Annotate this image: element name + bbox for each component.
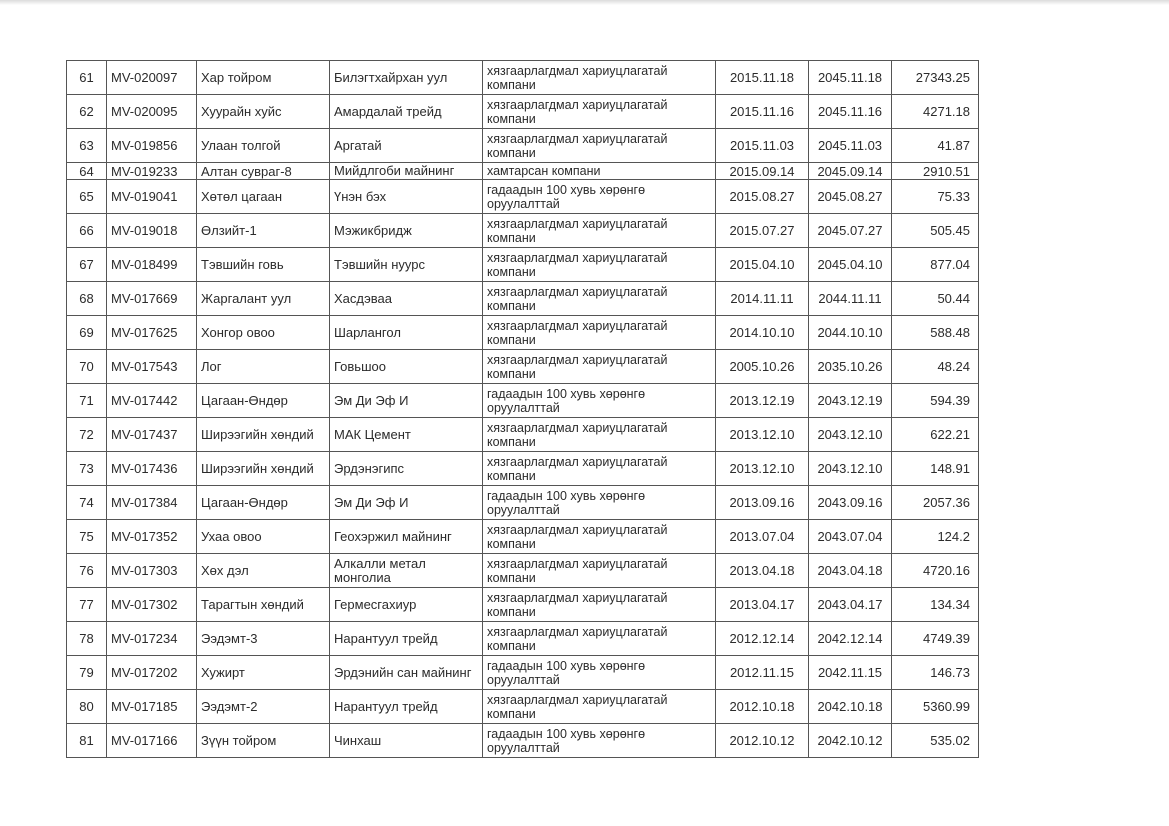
company-type: хязгаарлагдмал хариуцлагатай компани <box>483 248 716 282</box>
license-number: MV-017234 <box>107 622 197 656</box>
company-type: гадаадын 100 хувь хөрөнгө оруулалттай <box>483 724 716 758</box>
deposit-name: Хонгор овоо <box>197 316 330 350</box>
deposit-name: Жаргалант уул <box>197 282 330 316</box>
table-row <box>67 316 979 350</box>
company-type: хамтарсан компани <box>483 163 716 180</box>
holder-name: Аргатай <box>330 129 483 163</box>
area-hectares: 588.48 <box>892 316 979 350</box>
expiry-date: 2043.07.04 <box>809 520 892 554</box>
area-hectares: 535.02 <box>892 724 979 758</box>
grant-date: 2015.09.14 <box>716 163 809 180</box>
expiry-date: 2042.10.12 <box>809 724 892 758</box>
company-type: хязгаарлагдмал хариуцлагатай компани <box>483 690 716 724</box>
row-number: 78 <box>67 622 107 656</box>
area-hectares: 2057.36 <box>892 486 979 520</box>
license-number: MV-019018 <box>107 214 197 248</box>
area-hectares: 50.44 <box>892 282 979 316</box>
deposit-name: Хуурайн хуйс <box>197 95 330 129</box>
deposit-name: Тэвшийн говь <box>197 248 330 282</box>
deposit-name: Хар тойром <box>197 61 330 95</box>
table-row <box>67 163 979 180</box>
area-hectares: 5360.99 <box>892 690 979 724</box>
grant-date: 2012.10.18 <box>716 690 809 724</box>
license-number: MV-017202 <box>107 656 197 690</box>
deposit-name: Хөтөл цагаан <box>197 180 330 214</box>
grant-date: 2013.09.16 <box>716 486 809 520</box>
row-number: 62 <box>67 95 107 129</box>
deposit-name: Ширээгийн хөндий <box>197 418 330 452</box>
table-row <box>67 622 979 656</box>
row-number: 71 <box>67 384 107 418</box>
holder-name: Эм Ди Эф И <box>330 384 483 418</box>
table-body <box>67 61 979 758</box>
grant-date: 2013.12.10 <box>716 452 809 486</box>
deposit-name: Улаан толгой <box>197 129 330 163</box>
deposit-name: Тарагтын хөндий <box>197 588 330 622</box>
deposit-name: Хужирт <box>197 656 330 690</box>
row-number: 68 <box>67 282 107 316</box>
table-row <box>67 350 979 384</box>
deposit-name: Ээдэмт-2 <box>197 690 330 724</box>
expiry-date: 2043.12.19 <box>809 384 892 418</box>
holder-name: Мийдлгоби майнинг <box>330 163 483 180</box>
area-hectares: 594.39 <box>892 384 979 418</box>
license-number: MV-019233 <box>107 163 197 180</box>
license-number: MV-017352 <box>107 520 197 554</box>
area-hectares: 75.33 <box>892 180 979 214</box>
row-number: 75 <box>67 520 107 554</box>
table-row <box>67 520 979 554</box>
grant-date: 2013.04.18 <box>716 554 809 588</box>
grant-date: 2012.10.12 <box>716 724 809 758</box>
area-hectares: 2910.51 <box>892 163 979 180</box>
row-number: 65 <box>67 180 107 214</box>
holder-name: МАК Цемент <box>330 418 483 452</box>
license-number: MV-017543 <box>107 350 197 384</box>
grant-date: 2014.10.10 <box>716 316 809 350</box>
company-type: хязгаарлагдмал хариуцлагатай компани <box>483 316 716 350</box>
license-number: MV-019856 <box>107 129 197 163</box>
holder-name: Тэвшийн нуурс <box>330 248 483 282</box>
row-number: 77 <box>67 588 107 622</box>
grant-date: 2012.12.14 <box>716 622 809 656</box>
expiry-date: 2045.07.27 <box>809 214 892 248</box>
deposit-name: Ээдэмт-3 <box>197 622 330 656</box>
license-number: MV-017625 <box>107 316 197 350</box>
grant-date: 2015.07.27 <box>716 214 809 248</box>
company-type: хязгаарлагдмал хариуцлагатай компани <box>483 622 716 656</box>
expiry-date: 2042.12.14 <box>809 622 892 656</box>
deposit-name: Ширээгийн хөндий <box>197 452 330 486</box>
area-hectares: 4749.39 <box>892 622 979 656</box>
table-row <box>67 486 979 520</box>
expiry-date: 2043.12.10 <box>809 452 892 486</box>
row-number: 63 <box>67 129 107 163</box>
table-row <box>67 180 979 214</box>
expiry-date: 2044.10.10 <box>809 316 892 350</box>
row-number: 73 <box>67 452 107 486</box>
company-type: хязгаарлагдмал хариуцлагатай компани <box>483 129 716 163</box>
license-register-table <box>66 60 979 758</box>
area-hectares: 124.2 <box>892 520 979 554</box>
scan-edge <box>0 0 1169 5</box>
grant-date: 2013.12.19 <box>716 384 809 418</box>
license-number: MV-019041 <box>107 180 197 214</box>
area-hectares: 877.04 <box>892 248 979 282</box>
expiry-date: 2045.08.27 <box>809 180 892 214</box>
area-hectares: 622.21 <box>892 418 979 452</box>
holder-name: Хасдэваа <box>330 282 483 316</box>
grant-date: 2013.04.17 <box>716 588 809 622</box>
deposit-name: Цагаан-Өндөр <box>197 486 330 520</box>
area-hectares: 146.73 <box>892 656 979 690</box>
license-number: MV-017437 <box>107 418 197 452</box>
company-type: хязгаарлагдмал хариуцлагатай компани <box>483 588 716 622</box>
row-number: 81 <box>67 724 107 758</box>
license-number: MV-020095 <box>107 95 197 129</box>
area-hectares: 505.45 <box>892 214 979 248</box>
company-type: гадаадын 100 хувь хөрөнгө оруулалттай <box>483 486 716 520</box>
table-row <box>67 129 979 163</box>
holder-name: Эрдэнийн сан майнинг <box>330 656 483 690</box>
grant-date: 2015.04.10 <box>716 248 809 282</box>
company-type: гадаадын 100 хувь хөрөнгө оруулалттай <box>483 384 716 418</box>
row-number: 79 <box>67 656 107 690</box>
expiry-date: 2035.10.26 <box>809 350 892 384</box>
license-number: MV-017442 <box>107 384 197 418</box>
holder-name: Билэгтхайрхан уул <box>330 61 483 95</box>
grant-date: 2015.11.16 <box>716 95 809 129</box>
row-number: 76 <box>67 554 107 588</box>
company-type: хязгаарлагдмал хариуцлагатай компани <box>483 520 716 554</box>
holder-name: Нарантуул трейд <box>330 690 483 724</box>
expiry-date: 2045.11.16 <box>809 95 892 129</box>
table-row <box>67 214 979 248</box>
holder-name: Нарантуул трейд <box>330 622 483 656</box>
holder-name: Геохэржил майнинг <box>330 520 483 554</box>
expiry-date: 2043.04.18 <box>809 554 892 588</box>
company-type: хязгаарлагдмал хариуцлагатай компани <box>483 61 716 95</box>
deposit-name: Хөх дэл <box>197 554 330 588</box>
deposit-name: Зүүн тойром <box>197 724 330 758</box>
holder-name: Мэжикбридж <box>330 214 483 248</box>
company-type: хязгаарлагдмал хариуцлагатай компани <box>483 214 716 248</box>
license-number: MV-017303 <box>107 554 197 588</box>
expiry-date: 2045.11.18 <box>809 61 892 95</box>
holder-name: Говьшоо <box>330 350 483 384</box>
license-number: MV-017185 <box>107 690 197 724</box>
grant-date: 2014.11.11 <box>716 282 809 316</box>
grant-date: 2013.07.04 <box>716 520 809 554</box>
holder-name: Амардалай трейд <box>330 95 483 129</box>
company-type: гадаадын 100 хувь хөрөнгө оруулалттай <box>483 656 716 690</box>
row-number: 72 <box>67 418 107 452</box>
table-row <box>67 61 979 95</box>
area-hectares: 48.24 <box>892 350 979 384</box>
grant-date: 2015.08.27 <box>716 180 809 214</box>
table-row <box>67 418 979 452</box>
area-hectares: 4720.16 <box>892 554 979 588</box>
holder-name: Шарлангол <box>330 316 483 350</box>
grant-date: 2005.10.26 <box>716 350 809 384</box>
area-hectares: 4271.18 <box>892 95 979 129</box>
deposit-name: Ухаа овоо <box>197 520 330 554</box>
expiry-date: 2042.11.15 <box>809 656 892 690</box>
expiry-date: 2045.11.03 <box>809 129 892 163</box>
deposit-name: Цагаан-Өндөр <box>197 384 330 418</box>
table-row <box>67 554 979 588</box>
table-row <box>67 452 979 486</box>
company-type: хязгаарлагдмал хариуцлагатай компани <box>483 95 716 129</box>
row-number: 80 <box>67 690 107 724</box>
license-number: MV-017384 <box>107 486 197 520</box>
table-row <box>67 248 979 282</box>
expiry-date: 2044.11.11 <box>809 282 892 316</box>
row-number: 74 <box>67 486 107 520</box>
holder-name: Үнэн бэх <box>330 180 483 214</box>
expiry-date: 2043.04.17 <box>809 588 892 622</box>
table-row <box>67 588 979 622</box>
table-row <box>67 384 979 418</box>
expiry-date: 2042.10.18 <box>809 690 892 724</box>
company-type: хязгаарлагдмал хариуцлагатай компани <box>483 452 716 486</box>
license-number: MV-017436 <box>107 452 197 486</box>
grant-date: 2015.11.03 <box>716 129 809 163</box>
row-number: 61 <box>67 61 107 95</box>
area-hectares: 27343.25 <box>892 61 979 95</box>
company-type: хязгаарлагдмал хариуцлагатай компани <box>483 350 716 384</box>
company-type: гадаадын 100 хувь хөрөнгө оруулалттай <box>483 180 716 214</box>
grant-date: 2012.11.15 <box>716 656 809 690</box>
area-hectares: 41.87 <box>892 129 979 163</box>
deposit-name: Лог <box>197 350 330 384</box>
row-number: 64 <box>67 163 107 180</box>
deposit-name: Алтан сувраг-8 <box>197 163 330 180</box>
license-number: MV-018499 <box>107 248 197 282</box>
grant-date: 2015.11.18 <box>716 61 809 95</box>
expiry-date: 2045.04.10 <box>809 248 892 282</box>
grant-date: 2013.12.10 <box>716 418 809 452</box>
row-number: 69 <box>67 316 107 350</box>
holder-name: Эрдэнэгипс <box>330 452 483 486</box>
license-number: MV-020097 <box>107 61 197 95</box>
table-row <box>67 656 979 690</box>
license-number: MV-017669 <box>107 282 197 316</box>
license-number: MV-017166 <box>107 724 197 758</box>
holder-name: Гермесгахиур <box>330 588 483 622</box>
area-hectares: 134.34 <box>892 588 979 622</box>
holder-name: Алкалли метал монголиа <box>330 554 483 588</box>
expiry-date: 2043.12.10 <box>809 418 892 452</box>
row-number: 66 <box>67 214 107 248</box>
company-type: хязгаарлагдмал хариуцлагатай компани <box>483 554 716 588</box>
deposit-name: Өлзийт-1 <box>197 214 330 248</box>
table-row <box>67 95 979 129</box>
table-row <box>67 282 979 316</box>
table-row <box>67 690 979 724</box>
holder-name: Чинхаш <box>330 724 483 758</box>
holder-name: Эм Ди Эф И <box>330 486 483 520</box>
license-number: MV-017302 <box>107 588 197 622</box>
row-number: 67 <box>67 248 107 282</box>
company-type: хязгаарлагдмал хариуцлагатай компани <box>483 282 716 316</box>
table-row <box>67 724 979 758</box>
row-number: 70 <box>67 350 107 384</box>
company-type: хязгаарлагдмал хариуцлагатай компани <box>483 418 716 452</box>
expiry-date: 2045.09.14 <box>809 163 892 180</box>
area-hectares: 148.91 <box>892 452 979 486</box>
expiry-date: 2043.09.16 <box>809 486 892 520</box>
